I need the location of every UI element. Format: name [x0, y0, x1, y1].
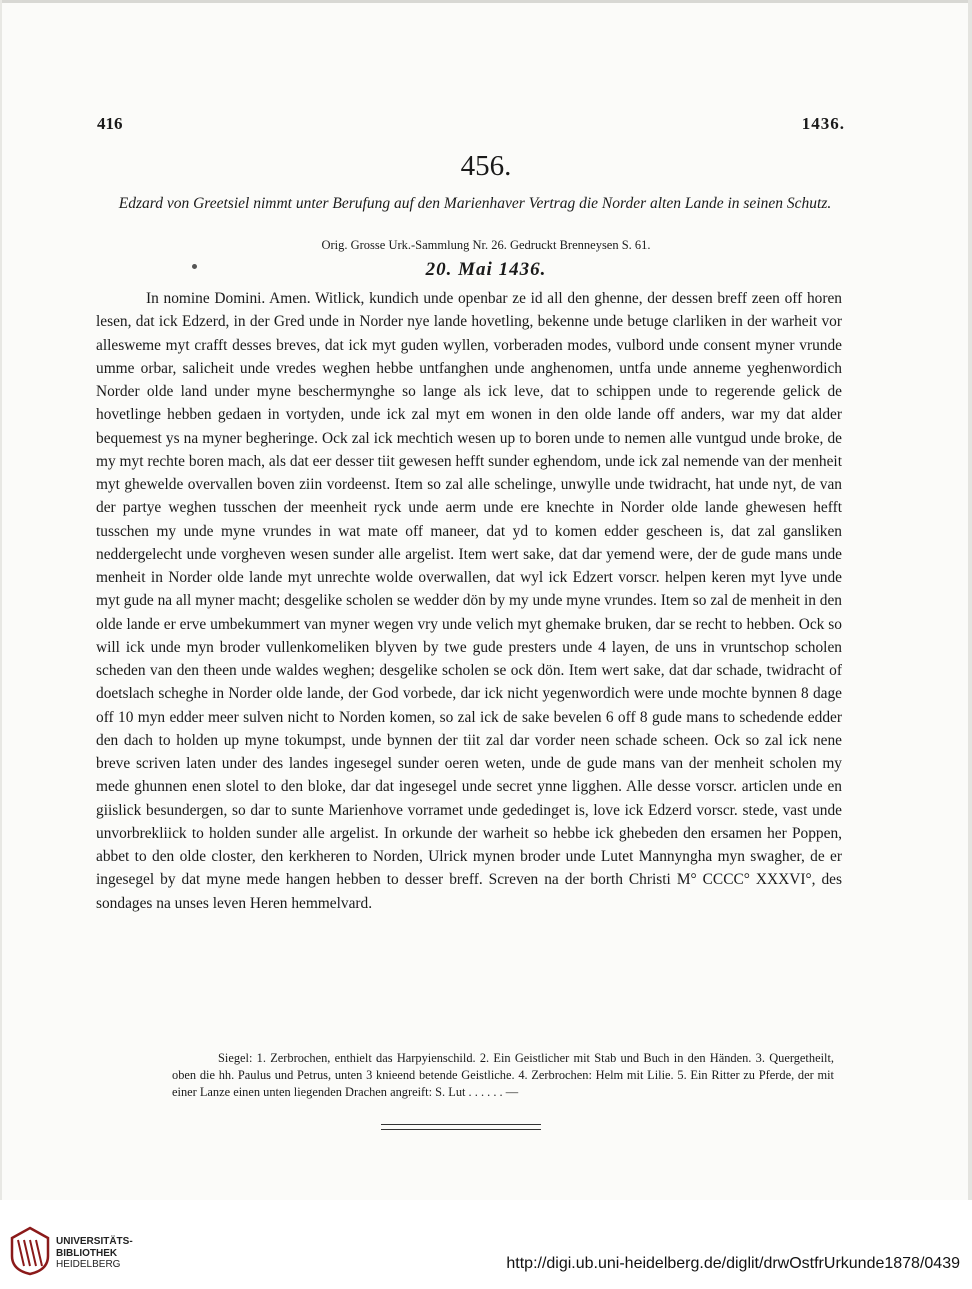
permalink-url[interactable]: http://digi.ub.uni-heidelberg.de/diglit/drwOstfrUrkunde1878/0439: [506, 1255, 960, 1272]
end-rule: [381, 1124, 541, 1130]
running-head-year: 1436.: [801, 114, 845, 133]
document-title: Edzard von Greetsiel nimmt unter Berufung auf den Marienhaver Vertrag die Norder alten Lande in seinen Schutz.: [118, 195, 832, 212]
viewer-footer: [0, 1200, 972, 1289]
library-name: [56, 1236, 133, 1271]
document-body: In nomine Domini. Amen. Witlick, kundich unde openbar ze id all den ghenne, der dessen breff zeen off horen lesen, dat ick Edzerd, in der Gred unde in Norder nye lande hovetling, bekenne unde betuge clarliken in der warheit vor allesweme myt crafft desses breves, dat ick myt guden wyllen, vorberaden modes, vulbord unde consent myner vrunde umme orbar, salicheit unde vredes weghen hebbe untfanghen unde anghenomen, untfa unde anneme yeghenwordich Norder olde land under myne beschermynghe so lange als ick leve, dat to schippen unde to regerende gelick de hovetlinge hebben gedaen in vortyden, unde ick zal myt em wonen in den olde lande off anders, war my dat alder bequemest ys na myner begheringe. Ock zal ick mechtich wesen up to boren unde to nemen alle vuntgud unde broke, de my myt rechte boren mach, als dat eer desser tiit gewesen hefft sunder eghendom, unde ick zal nemende van der menheit myt ghewelde overvallen boven ziin vordeenst. Item so zal alle schelinge, unwylle unde twidracht, hat unde nyt, de van der partye weghen tusschen der meenheit ryck unde aerm unde ere knechte in Norder olde lande ghewesen hefft tusschen my unde myne vrundes in wat mate off maneer, dat yd to komen edder gescheen is, dat zal gansliken neddergelecht unde vorgheven wesen sunder alle argelist. Item wert sake, dat dar yemend were, der de gude mans unde menheit in Norder olde lande myt unrechte wolde overwallen, dat wyl ick Edzert vorscr. helpen keren myt lyve unde myt gude na all myner macht; desgelike scholen se wedder dön by my unde myne vrundes. Item so zal de menheit in den olde lande er erve umbekummert van myner wegen vry unde velich myt ghemake bruken, dar se recht to hebben. Ock so will ick unde myn broder vullenkomeliken blyven by twe gude presters unde 4 layen, de uns in vruntschop scholen scheden van den theen unde waldes weghen; desgelike scholen se ock dön. Item wert sake, dat dar schade, twidracht of doetslach scheghe in Norder olde lande, der God vorbede, dar ick nicht yegenwordich were unde mochte bynnen 8 dage off 10 myn edder meer sulven nicht to Norden komen, so zal ick de sake bevelen 6 off 8 gude mans to schedende edder den dach to holden up myne tokumpst, unde bynnen der tiit zal dar vorder neen schade scheen. Ock so zal ick nene breve scriven laten under des landes ingesegel sunder oeren weten, unde de gude mans van der menheit scholen my mede ghunnen enen slotel to den bloke, dar dat ingesegel unde secret ynne ligghen. Alle desse vorscr. articlen unde en giislick besundergen, so dar to sunte Marienhove vorramet unde gededinget is, love ick Edzerd vorscr. stede, vast unde unvorbrekliick to holden sunder alle argelist. In orkunde der warheit so hebbe ick ghebeden den ersamen her Poppen, abbet to den olde closter, den kerkheren to Norden, Ulrick mynen broder unde Lutet Mannyngha myn swagher, de er ingesegel by dat myne mede hangen hebben to desser breff. Screven na der borth Christi M° CCCC° XXXVI°, des sondages na unses leven Heren hemmelvard.: [96, 290, 842, 912]
source-note: Orig. Grosse Urk.-Sammlung Nr. 26. Gedruckt Brenneysen S. 61.: [321, 238, 651, 252]
library-name-line-1: UNIVERSITÄTS-: [56, 1236, 133, 1247]
page-edge-top: [0, 0, 972, 3]
library-name-line-2: BIBLIOTHEK: [56, 1247, 118, 1259]
document-date: 20. Mai 1436.: [425, 259, 547, 280]
library-seal-icon: [10, 1226, 50, 1276]
library-name-line-3: HEIDELBERG: [56, 1259, 121, 1270]
running-head: [97, 114, 845, 138]
page-number: 416: [97, 114, 123, 133]
seal-footnote: Siegel: 1. Zerbrochen, enthielt das Harpyienschild. 2. Ein Geistlicher mit Stab und Buch in den Händen. 3. Quergetheilt, oben die hh. Paulus und Petrus, unten 3 knieend betende Geistliche. 4. Zerbrochen: Helm mit Lilie. 5. Ein Ritter zu Pferde, der mit einer Lanze einen unten liegenden Drachen angreift: S. Lut . . . . . . —: [172, 1051, 834, 1099]
document-number: 456.: [460, 150, 512, 182]
